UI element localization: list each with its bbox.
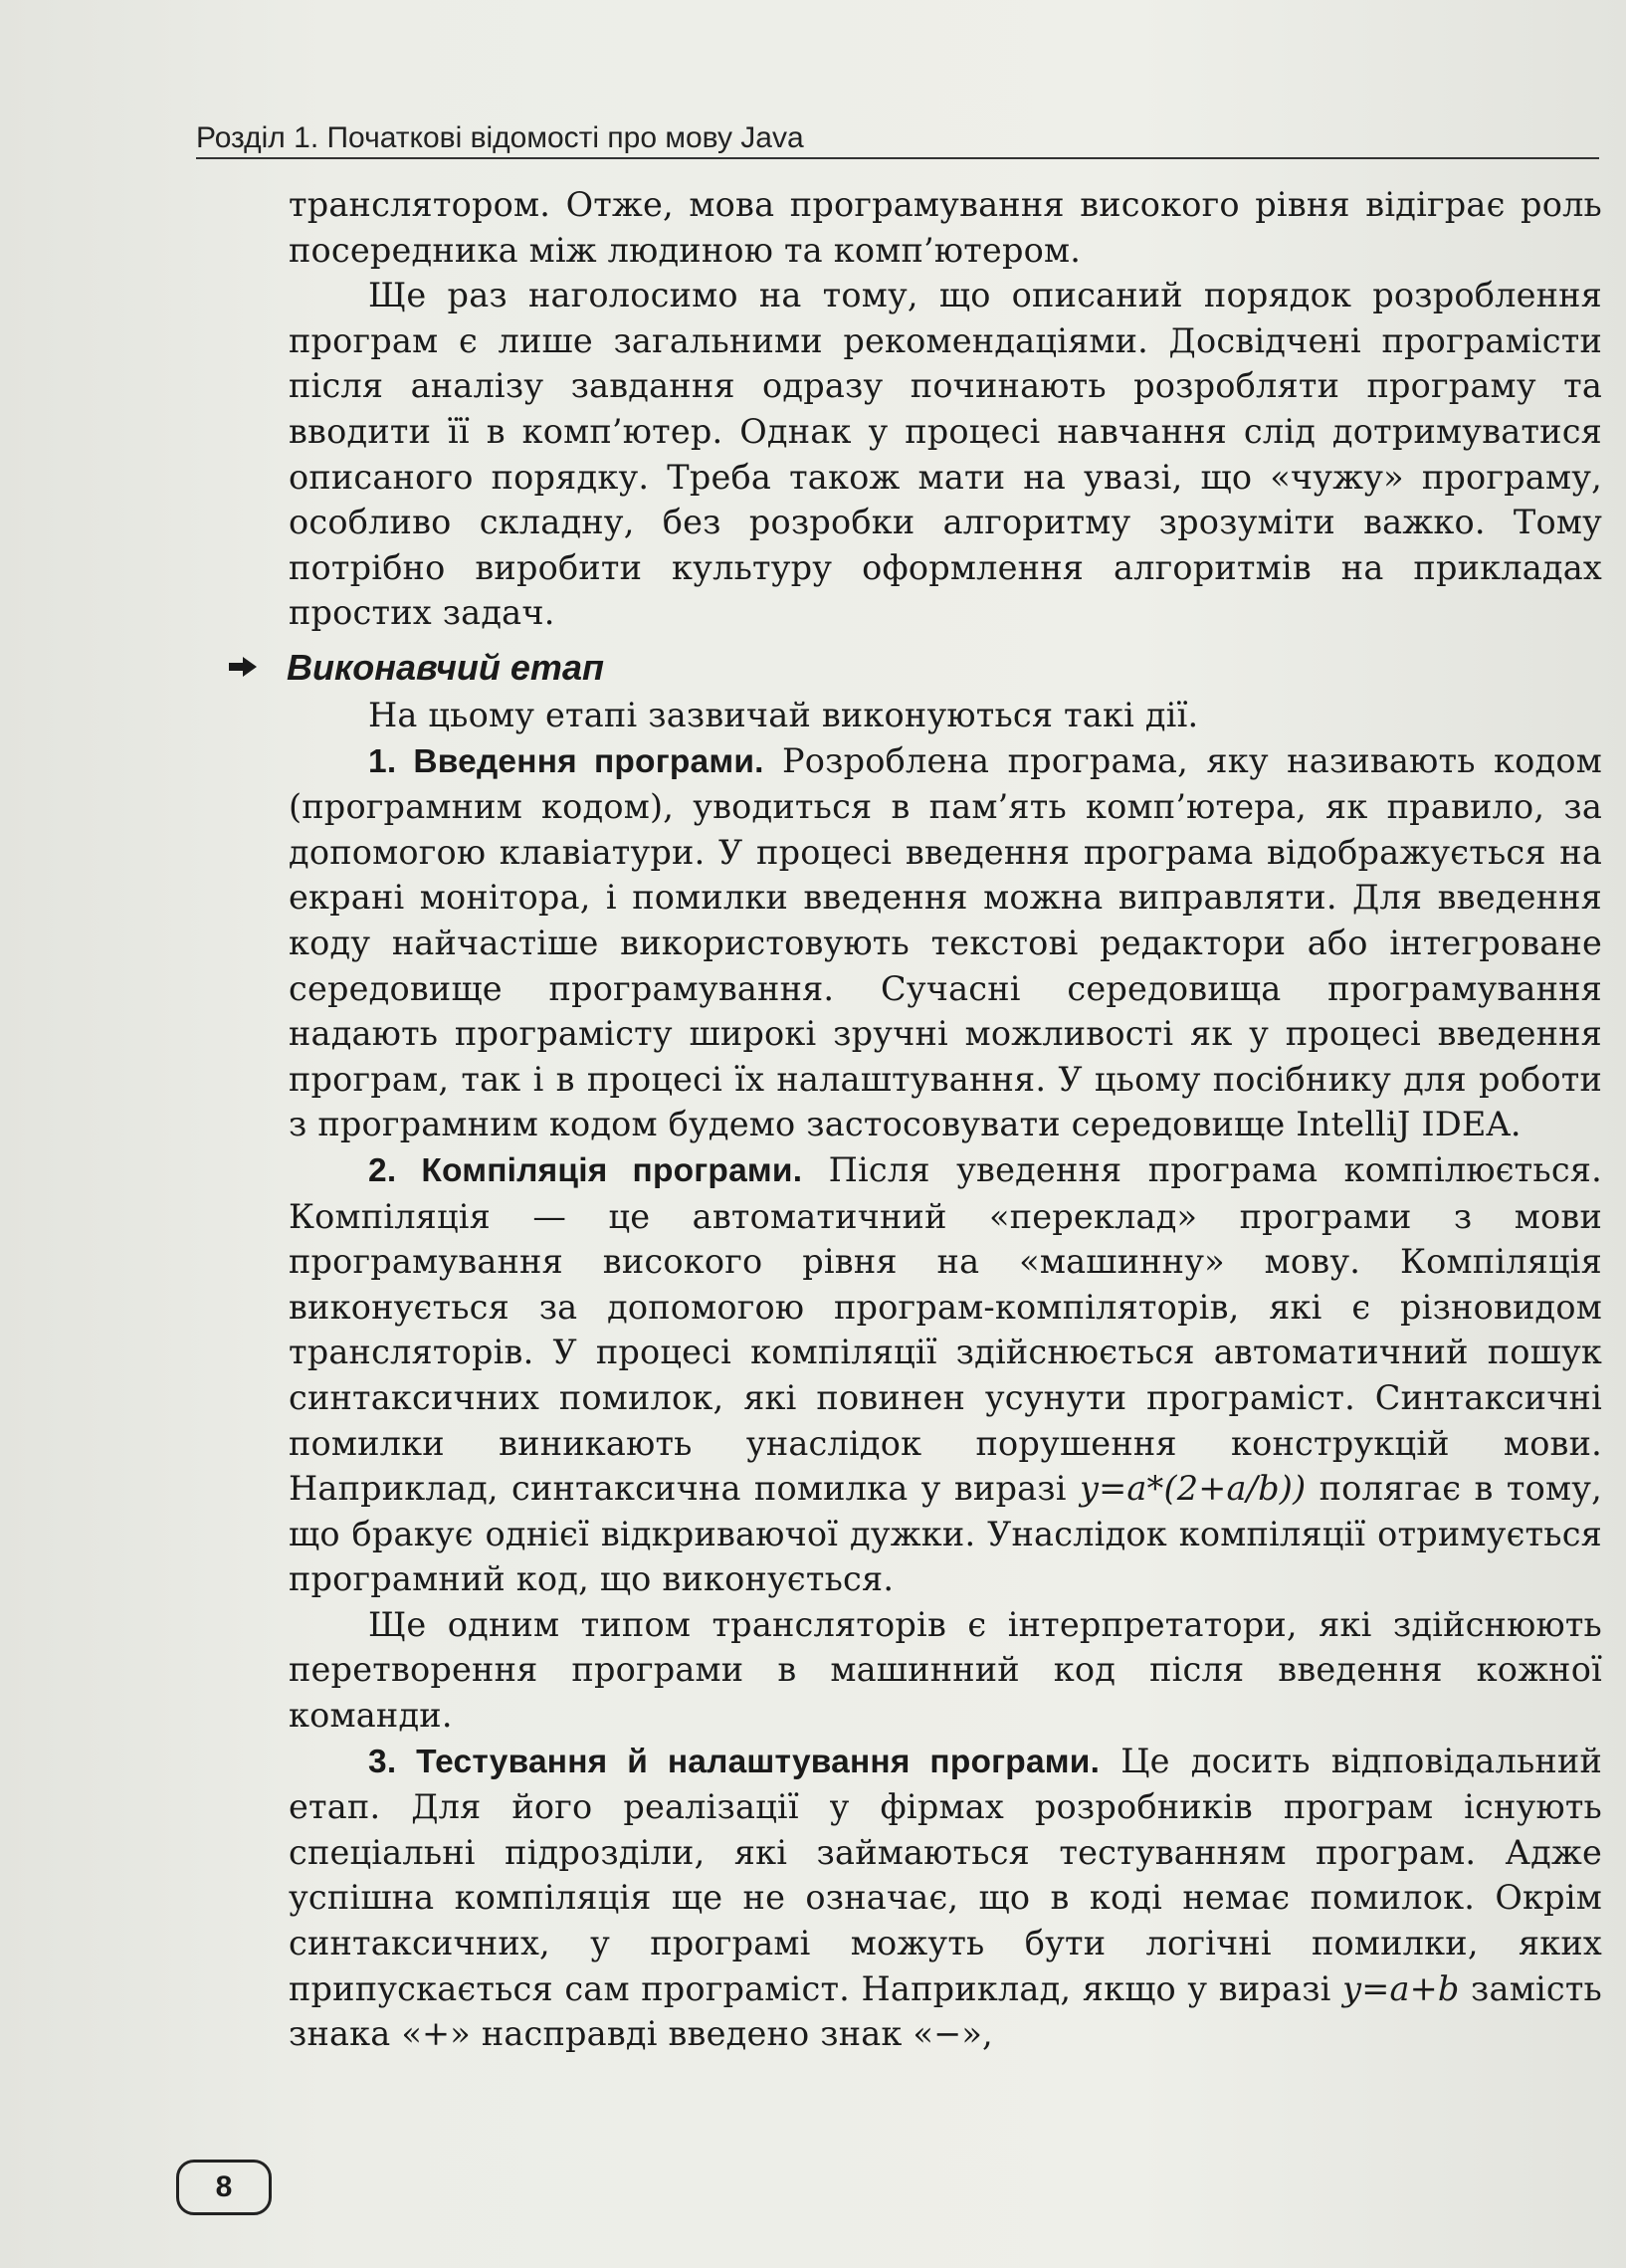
step-2-label: 2. Компіляція програми. bbox=[368, 1151, 803, 1189]
header-rule bbox=[196, 157, 1599, 159]
formula-sum: y=a+b bbox=[1342, 1968, 1460, 2008]
formula-syntax-error: y=a*(2+a/b)) bbox=[1079, 1469, 1307, 1509]
step-1-label: 1. Введення програми. bbox=[368, 742, 764, 780]
text-block-main bbox=[289, 693, 1602, 2057]
page-number: 8 bbox=[176, 2160, 272, 2215]
running-header: Розділ 1. Початкові відомості про мову Java bbox=[196, 121, 804, 154]
step-3-label: 3. Тестування й налаштування програми. bbox=[368, 1743, 1101, 1780]
step-1-text: Розроблена програма, яку називають кодом (програмним кодом), уводиться в пам’ять комп’ютера, як правило, за допомогою клавіатури. У процесі введення програма відображується на екрані монітора, і помилки введення можна виправляти. Для введення коду найчастіше використовують текстові редактори або інтегроване середовище програмування. Сучасні середовища програмування надають програмісту широкі зручні можливості як у процесі введення програм, так і в процесі їх налаштування. У цьому посібнику для роботи з програмним кодом будемо застосовувати середовище IntelliJ IDEA. bbox=[289, 740, 1602, 1144]
arrow-right-icon bbox=[229, 657, 257, 677]
paragraph-recommendations: Ще раз наголосимо на тому, що описаний порядок розроблення програм є лише загальними рекомендаціями. Досвідчені програмісти після аналізу завдання одразу починають розробляти програму та вводити її в комп’ютер. Однак у процесі навчання слід дотримуватися описаного порядку. Треба також мати на увазі, що «чужу» програму, особливо складну, без розробки алгоритму зрозуміти важко. Тому потрібно виробити культуру оформлення алгоритмів на прикладах простих задач. bbox=[289, 276, 1602, 633]
paragraph-interpreters: Ще одним типом трансляторів є інтерпретатори, які здійснюють перетворення програми в машинний код після введення кожної команди. bbox=[289, 1604, 1602, 1736]
step-3-text-before: Це досить відповідальний етап. Для його реалізації у фірмах розробників програм існують спеціальні підрозділи, які займаються тестуванням програм. Адже успішна компіляція ще не означає, що в коді немає помилок. Окрім синтаксичних, у програмі можуть бути логічні помилки, яких припускається сам програміст. Наприклад, якщо у виразі bbox=[289, 1741, 1602, 2008]
step-2-text-before: Після уведення програма компілюється. Компіляція — це автоматичний «переклад» програми з мови програмування високого рівня на «машинну» мову. Компіляція виконується за допомогою програм-компіляторів, які є різновидом трансляторів. У процесі компіляції здійснюється автоматичний пошук синтаксичних помилок, які повинен усунути програміст. Синтаксичні помилки виникають унаслідок порушення конструкцій мови. Наприклад, синтаксична помилка у виразі bbox=[289, 1149, 1602, 1509]
section-title: Виконавчий етап bbox=[287, 647, 604, 688]
paragraph-step-2 bbox=[289, 1147, 1602, 1602]
step-3-text-after: замість знака «+» насправді введено знак «−», bbox=[289, 1968, 1602, 2054]
paragraph-step-1 bbox=[289, 738, 1602, 1147]
step-2-text-after: полягає в тому, що бракує однієї відкриваючої дужки. Унаслідок компіляції отримується програмний код, що виконується. bbox=[289, 1469, 1602, 1599]
section-heading bbox=[229, 647, 604, 689]
paragraph-step-3 bbox=[289, 1739, 1602, 2057]
paragraph-continued: транслятором. Отже, мова програмування високого рівня відіграє роль посередника між людиною та комп’ютером. bbox=[289, 185, 1602, 270]
paragraph-intro: На цьому етапі зазвичай виконуються такі дії. bbox=[368, 696, 1199, 734]
text-block-top bbox=[289, 182, 1602, 636]
